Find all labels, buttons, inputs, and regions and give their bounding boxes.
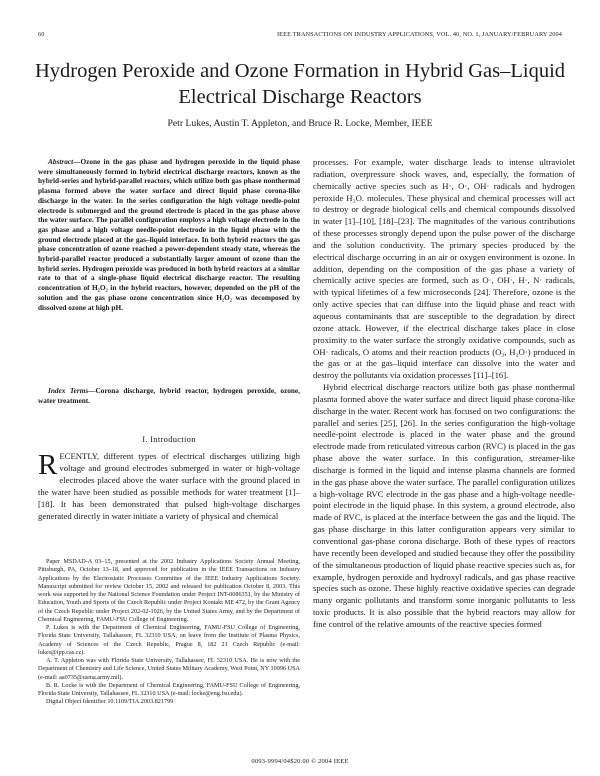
index-terms-lead: Index Terms—: [48, 386, 96, 395]
right-column: [313, 157, 575, 750]
footnote-locke: B. R. Locke is with the Department of Chemical Engineering, FAMU-FSU College of Engineering, Florida State University, Tallahassee, FL 32310 USA (e-mail: locke@eng.fsu.edu).: [38, 681, 300, 697]
paper-title: Hydrogen Peroxide and Ozone Formation in Hybrid Gas–Liquid Electrical Discharge Reactors: [34, 60, 566, 108]
page-number: 60: [38, 31, 45, 38]
copyright-footer: 0093-9994/04$20.00 © 2004 IEEE: [251, 758, 349, 765]
abstract-lead: Abstract—: [48, 157, 81, 166]
body-paragraph: Hybrid electrical discharge reactors utilize both gas phase nonthermal plasma formed above the water surface and direct liquid phase corona-like discharge in the water. Recent work has focused on two configurations: the parallel and series [25], [26]. In the series configuration the high-voltage needle-point electrode is placed in the water phase and the ground electrode made from reticulated vitreous carbon (RVC) is placed in the gas phase above the water surface. In this configuration, streamer-like discharge is formed in the liquid and intense plasma channels are formed in the gas phase above the water surface. The parallel configuration utilizes a high-voltage RVC electrode in the gas phase and a high-voltage needle-point electrode in the liquid phase. In this system, a ground electrode, also made of RVC, is placed at the interface between the gas and the liquid. The gas phase discharge in this latter configuration appears very similar to conventional gas-phase corona discharge. Both of these types of reactors have recently been developed and studied because they offer the possibility of the simultaneous production of liquid phase reactive species such as, for example, hydrogen peroxide and hydroxyl radicals, and gas phase reactive species such as ozone. These highly reactive oxidative species can degrade many organic pollutants and transform some inorganic pollutants to less toxic products. It is also possible that the hybrid reactors may allow for fine control of the relative amounts of the reactive species formed: [313, 382, 575, 629]
section-heading: I. Introduction: [142, 434, 196, 444]
author-line: Petr Lukes, Austin T. Appleton, and Bruce R. Locke, Member, IEEE: [167, 118, 433, 129]
introduction-paragraph: [38, 451, 300, 536]
journal-header: IEEE TRANSACTIONS ON INDUSTRY APPLICATIONS, VOL. 40, NO. 1, JANUARY/FEBRUARY 2004: [276, 31, 562, 38]
intro-text: ECENTLY, different types of electrical discharges utilizing high voltage and ground electrodes submerged in water or high-voltage electrodes placed above the water surface with the ground placed in the water have been studied as possible methods for water treatment [1]–[18]. It has been demonstrated that pulsed high-voltage discharges generated directly in water initiate a variety of physical and chemical: [38, 451, 300, 521]
footnotes: [38, 558, 300, 750]
index-terms-text: Corona discharge, hybrid reactor, hydrogen peroxide, ozone, water treatment.: [38, 386, 300, 405]
footnote-paper-info: Paper MSDAD-A 03–15, presented at the 2002 Industry Applications Society Annual Meeting, Pittsburgh, PA, October 13–18, and approved for publication in the IEEE Transactions on Industry Applications by the Electrostatic Processes Committee of the IEEE Industry Applications Society. Manuscript submitted for review October 15, 2002 and released for publication October 8, 2003. This work was supported by the National Science Foundation under Project INT-0086351, by the Ministry of Education, Youth and Sports of the Czech Republic under Project Kontakt ME 472, by the Grant Agency of the Czech Republic under Project 202-02-1026, by the United States Army, and by the Department of Chemical Engineering, FAMU-FSU College of Engineering.: [38, 558, 300, 623]
footnote-lukes: P. Lukes is with the Department of Chemical Engineering, FAMU-FSU College of Engineering, Florida State University, Tallahassee, FL 32310 USA, on leave from the Institute of Plasma Physics, Academy of Sciences of the Czech Republic, Prague 8, 182 21 Czech Republic (e-mail: lukes@ipp.cas.cz).: [38, 624, 300, 656]
abstract: [38, 157, 300, 382]
abstract-text: Ozone in the gas phase and hydrogen peroxide in the liquid phase were simultaneously formed in hybrid electrical discharge reactors, known as the hybrid-series and hybrid-parallel reactors, which utilize both gas phase nonthermal plasma formed above the water surface and direct liquid phase corona-like discharge in the water. In the series configuration the high voltage needle-point electrode is submerged and the ground electrode is placed in the gas phase above the water surface. The parallel configuration employs a high voltage electrode in the gas phase and a high voltage needle-point electrode in the liquid phase with the ground electrode placed at the gas–liquid interface. In both hybrid reactors the gas phase concentration of ozone reached a power-dependent steady state, whereas the hybrid-parallel reactor produced a substantially larger amount of ozone than the hybrid series. Hydrogen peroxide was produced in both hybrid reactors at a similar rate to that of a single-phase liquid electrical discharge reactor. The resulting concentration of H₂O₂ in the hybrid reactors, however, depended on the pH of the solution and the gas phase ozone concentration since H₂O₂ was decomposed by dissolved ozone at high pH.: [38, 157, 300, 312]
body-paragraph: processes. For example, water discharge leads to intense ultraviolet radiation, overpressure shock waves, and, especially, the formation of chemically active species such as H·, O·, OH· radicals and hydrogen peroxide H₂O. molecules. These physical and chemical processes will act to destroy or degrade biological cells and chemical compounds dissolved in water [1]–[10], [18]–[23]. The magnitudes of the various contributions of these processes strongly depend upon the pulse power of the discharge and the solution conductivity. The primary species produced by the electrical discharge occurring in an air or oxygen environment is ozone. In addition, depending on the composition of the gas phase a variety of chemically active species are formed, such as O·, OH·, H·, N· radicals, with typical lifetimes of a few microseconds [24]. Therefore, ozone is the only active species that can diffuse into the liquid phase and react with aqueous contaminants that are susceptible to the degradation by direct ozone attack. However, if the electrical discharge takes place in close proximity to the water surface the strongly oxidative compounds, such as OH· radicals, O atoms and their reaction products (O₃, H₂O·) produced in the gas or at the gas–liquid interface can dissolve into the water and destroy the pollutants via oxidation processes [11]–[16].: [313, 157, 575, 381]
drop-cap: R: [38, 451, 58, 481]
footnote-appleton: A. T. Appleton was with Florida State University, Tallahassee, FL 32310 USA. He is now with the Department of Chemistry and Life Science, United States Military Academy, West Point, NY 10996 USA (e-mail: aa0735@usma.army.mil).: [38, 657, 300, 681]
index-terms: [38, 386, 300, 416]
footnote-doi: Digital Object Identifier 10.1109/TIA.2003.821799: [46, 698, 174, 706]
